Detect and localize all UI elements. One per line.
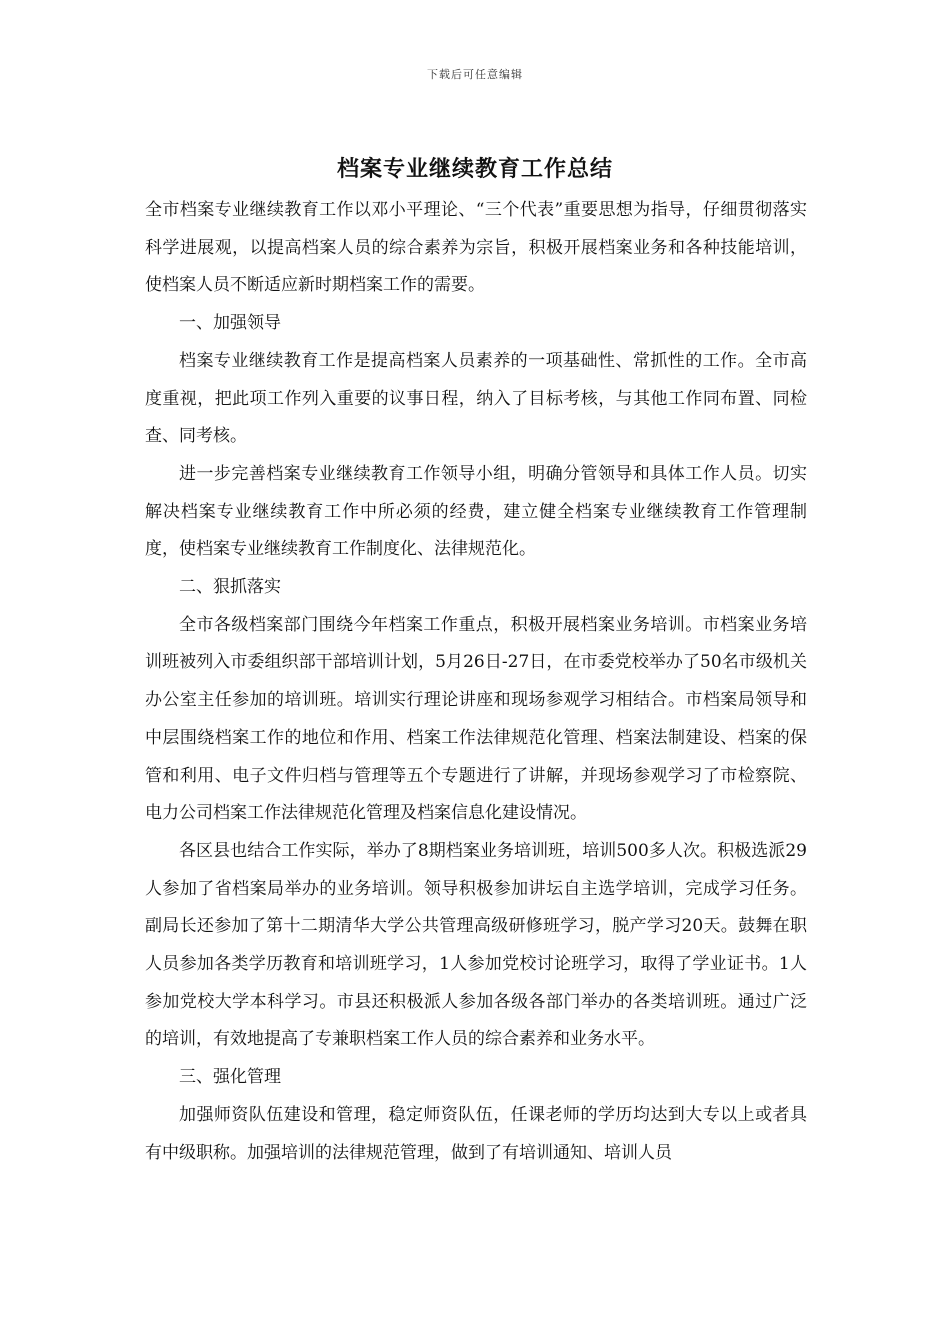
paragraph: 加强师资队伍建设和管理，稳定师资队伍，任课老师的学历均达到大专以上或者具有中级职称。加强培训的法律规范管理，做到了有培训通知、培训人员 — [145, 1104, 807, 1163]
header-note: 下载后可任意编辑 — [427, 68, 523, 81]
document-title: 档案专业继续教育工作总结 — [336, 156, 613, 182]
paragraph: 档案专业继续教育工作是提高档案人员素养的一项基础性、常抓性的工作。全市高度重视，把此项工作列入重要的议事日程，纳入了目标考核，与其他工作同布置、同检查、同考核。 — [145, 350, 807, 447]
section-heading-2: 二、狠抓落实 — [179, 577, 281, 598]
paragraph: 进一步完善档案专业继续教育工作领导小组，明确分管领导和具体工作人员。切实解决档案专业继续教育工作中所必须的经费，建立健全档案专业继续教育工作管理制度，使档案专业继续教育工作制度化、法律规范化。 — [145, 463, 807, 560]
paragraph: 各区县也结合工作实际，举办了8期档案业务培训班，培训500多人次。积极选派29人参加了省档案局举办的业务培训。领导积极参加讲坛自主选学培训，完成学习任务。副局长还参加了第十二期清华大学公共管理高级研修班学习，脱产学习20天。鼓舞在职人员参加各类学历教育和培训班学习，1人参加党校讨论班学习，取得了学业证书。1人参加党校大学本科学习。市县还积极派人参加各级各部门举办的各类培训班。通过广泛的培训，有效地提高了专兼职档案工作人员的综合素养和业务水平。 — [145, 840, 807, 1050]
section-heading-3: 三、强化管理 — [179, 1067, 281, 1088]
section-heading-1: 一、加强领导 — [179, 313, 281, 334]
intro-paragraph: 全市档案专业继续教育工作以邓小平理论、“三个代表”重要思想为指导，仔细贯彻落实科学进展观，以提高档案人员的综合素养为宗旨，积极开展档案业务和各种技能培训，使档案人员不断适应新时期档案工作的需要。 — [145, 200, 807, 296]
paragraph: 全市各级档案部门围绕今年档案工作重点，积极开展档案业务培训。市档案业务培训班被列入市委组织部干部培训计划，5月26日-27日，在市委党校举办了50名市级机关办公室主任参加的培训班。培训实行理论讲座和现场参观学习相结合。市档案局领导和中层围绕档案工作的地位和作用、档案工作法律规范化管理、档案法制建设、档案的保管和利用、电子文件归档与管理等五个专题进行了讲解，并现场参观学习了市检察院、电力公司档案工作法律规范化管理及档案信息化建设情况。 — [145, 614, 807, 824]
document-body — [145, 192, 807, 1172]
